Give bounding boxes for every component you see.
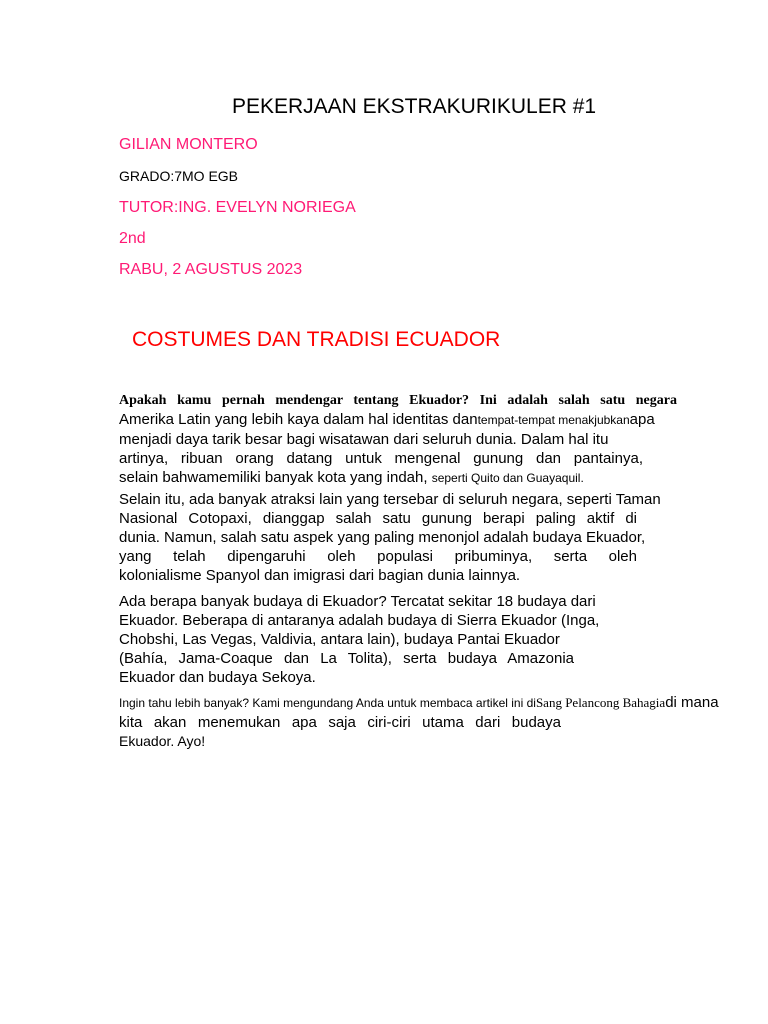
student-grade: GRADO:7MO EGB [119, 168, 239, 184]
paragraph-line: Ekuador. Beberapa di antaranya adalah budaya di Sierra Ekuador (Inga, [119, 612, 600, 629]
paragraph-line: Apakah kamu pernah mendengar tentang Ekuador? Ini adalah salah satu negara [119, 393, 677, 408]
paragraph-line: Ekuador dan budaya Sekoya. [119, 669, 316, 686]
paragraph-line: Chobshi, Las Vegas, Valdivia, antara lain), budaya Pantai Ekuador [119, 631, 560, 648]
assignment-date: RABU, 2 AGUSTUS 2023 [119, 261, 303, 278]
student-name: GILIAN MONTERO [119, 136, 258, 153]
paragraph-line: dunia. Namun, salah satu aspek yang paling menonjol adalah budaya Ekuador, [119, 529, 646, 546]
paragraph-line: Ekuador. Ayo! [119, 733, 206, 749]
paragraph-cultures [119, 592, 677, 687]
paragraph-line: kita akan menemukan apa saja ciri-ciri utama dari budaya [119, 714, 561, 731]
paragraph-line: yang telah dipengaruhi oleh populasi pribuminya, serta oleh [119, 548, 637, 565]
assignment-order: 2nd [119, 230, 146, 247]
tutor-name: TUTOR:ING. EVELYN NORIEGA [119, 199, 356, 216]
document-title: PEKERJAAN EKSTRAKURIKULER #1 [231, 95, 597, 118]
paragraph-attractions [119, 490, 677, 585]
section-title: COSTUMES DAN TRADISI ECUADOR [132, 328, 501, 351]
paragraph-line: Selain itu, ada banyak atraksi lain yang tersebar di seluruh negara, seperti Taman [119, 491, 661, 508]
paragraph-line: Nasional Cotopaxi, dianggap salah satu gunung berapi paling aktif di [119, 510, 637, 527]
paragraph-intro [119, 391, 677, 488]
paragraph-line: kolonialisme Spanyol dan imigrasi dari bagian dunia lainnya. [119, 567, 521, 584]
paragraph-line: Ingin tahu lebih banyak? Kami mengundang Anda untuk membaca artikel ini diSang Pelancong Bahagiadi mana [119, 694, 719, 711]
paragraph-line: artinya, ribuan orang datang untuk mengenal gunung dan pantainya, [119, 450, 643, 467]
paragraph-line: Amerika Latin yang lebih kaya dalam hal identitas dantempat-tempat menakjubkanapa [119, 411, 655, 428]
paragraph-line: Ada berapa banyak budaya di Ekuador? Tercatat sekitar 18 budaya dari [119, 593, 596, 610]
paragraph-invitation [119, 693, 719, 751]
paragraph-line: menjadi daya tarik besar bagi wisatawan dari seluruh dunia. Dalam hal itu [119, 431, 609, 448]
paragraph-line: (Bahía, Jama-Coaque dan La Tolita), serta budaya Amazonia [119, 650, 574, 667]
paragraph-line: selain bahwamemiliki banyak kota yang indah, seperti Quito dan Guayaquil. [119, 469, 584, 486]
